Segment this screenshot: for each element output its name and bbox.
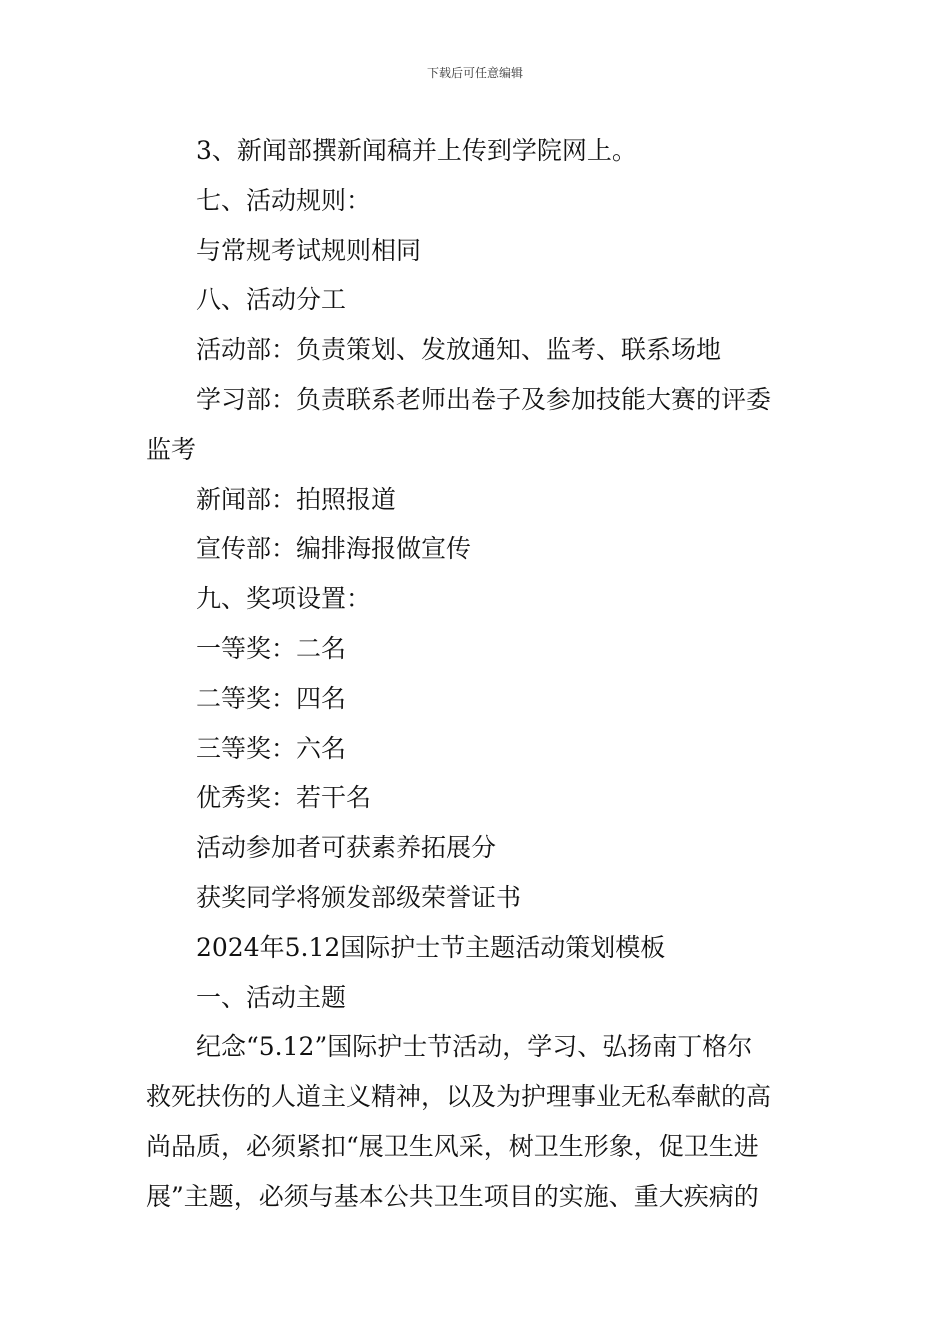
page-header-note: 下载后可任意编辑 bbox=[426, 66, 523, 80]
document-line: 2024年5.12国际护士节主题活动策划模板 bbox=[196, 932, 666, 962]
document-line: 七、活动规则： bbox=[196, 185, 372, 215]
document-line: 一、活动主题 bbox=[196, 982, 347, 1012]
document-body bbox=[146, 126, 808, 1222]
document-line: 优秀奖：若干名 bbox=[196, 783, 372, 813]
document-line: 监考 bbox=[146, 434, 197, 464]
document-line: 活动部：负责策划、发放通知、监考、联系场地 bbox=[196, 335, 722, 365]
document-line: 救死扶伤的人道主义精神，以及为护理事业无私奉献的高 bbox=[146, 1082, 772, 1112]
document-line: 二等奖：四名 bbox=[196, 683, 347, 713]
document-line: 尚品质，必须紧扣“展卫生风采，树卫生形象，促卫生进 bbox=[146, 1131, 759, 1161]
document-line: 宣传部：编排海报做宣传 bbox=[196, 534, 472, 564]
document-line: 三等奖：六名 bbox=[196, 733, 347, 763]
document-line: 八、活动分工 bbox=[196, 285, 347, 315]
document-line: 学习部：负责联系老师出卷子及参加技能大赛的评委 bbox=[196, 384, 772, 414]
document-line: 一等奖：二名 bbox=[196, 633, 347, 663]
document-line: 九、奖项设置： bbox=[196, 584, 372, 614]
document-line: 3、新闻部撰新闻稿并上传到学院网上。 bbox=[196, 136, 637, 165]
document-line: 展”主题，必须与基本公共卫生项目的实施、重大疾病的 bbox=[146, 1181, 759, 1211]
document-line: 与常规考试规则相同 bbox=[196, 235, 422, 265]
document-line: 活动参加者可获素养拓展分 bbox=[196, 833, 497, 863]
document-line: 新闻部：拍照报道 bbox=[196, 484, 397, 514]
document-line: 获奖同学将颁发部级荣誉证书 bbox=[196, 882, 522, 912]
document-line: 纪念“5.12”国际护士节活动，学习、弘扬南丁格尔 bbox=[196, 1032, 753, 1062]
